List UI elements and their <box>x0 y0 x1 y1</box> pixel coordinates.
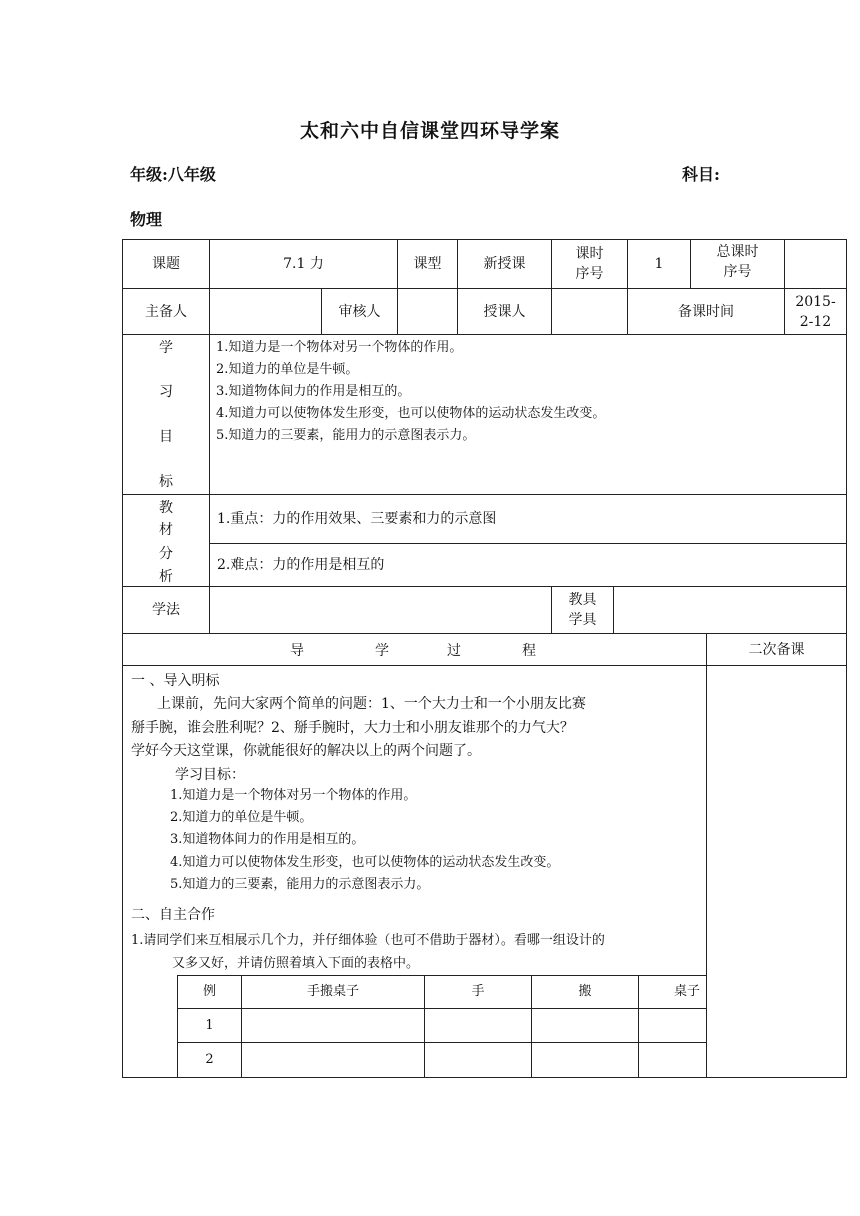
tools-label-line2: 学具 <box>568 612 597 628</box>
method-label: 学法 <box>152 602 180 618</box>
objectives-label-char: 学 <box>159 340 173 356</box>
teacher-label: 授课人 <box>483 303 526 320</box>
inner-table-header: 搬 <box>578 984 592 999</box>
total-period-label <box>691 238 784 286</box>
lesson-type-value: 新授课 <box>483 256 526 272</box>
grade-label: 年级:八年级 <box>130 165 216 184</box>
prep-time-value <box>785 289 846 334</box>
inner-table-header: 桌子 <box>674 984 701 999</box>
goal-item: 1.知道力是一个物体对另一个物体的作用。 <box>170 788 417 803</box>
process-header-char: 过 <box>447 643 461 659</box>
objective-item: 2.知道力的单位是牛顿。 <box>216 362 359 377</box>
preparer-value <box>210 289 321 334</box>
inner-table-header: 手搬桌子 <box>306 984 359 999</box>
period-value: 1 <box>654 256 664 272</box>
reviewer-value <box>398 289 457 334</box>
page-title: 太和六中自信课堂四环导学案 <box>299 120 560 142</box>
process-header-char: 学 <box>375 643 389 659</box>
subject-value: 物理 <box>130 210 163 229</box>
goals-title: 学习目标： <box>175 767 245 783</box>
reviewer-label: 审核人 <box>338 303 381 320</box>
objectives-label-char: 习 <box>159 384 173 400</box>
topic-value: 7.1 力 <box>283 256 324 272</box>
goal-item: 4.知道力可以使物体发生形变，也可以使物体的运动状态发生改变。 <box>170 855 560 870</box>
task-line: 1.请同学们来互相展示几个力，并仔细体验（也可不借助于器材）。看哪一组设计的 <box>131 933 605 948</box>
analysis-label-char: 材 <box>159 522 173 538</box>
prep-time-line1: 2015- <box>795 293 836 310</box>
inner-table-header: 例 <box>202 984 216 999</box>
objectives-label-char: 标 <box>159 474 173 490</box>
goal-item: 5.知道力的三要素，能用力的示意图表示力。 <box>170 877 430 892</box>
period-label-line2: 序号 <box>575 266 604 282</box>
analysis-label-char: 析 <box>159 569 173 585</box>
goal-item: 3.知道物体间力的作用是相互的。 <box>170 832 365 847</box>
tools-label <box>552 587 613 633</box>
difficulty-point: 2.难点：力的作用是相互的 <box>217 557 385 573</box>
tools-label-line1: 教具 <box>568 592 597 608</box>
lesson-type-label: 课型 <box>413 256 442 272</box>
objective-item: 1.知道力是一个物体对另一个物体的作用。 <box>216 340 463 355</box>
objectives-label-char: 目 <box>159 429 173 445</box>
preparer-label: 主备人 <box>145 303 187 320</box>
process-header-char: 导 <box>290 643 304 659</box>
process-header-char: 程 <box>522 643 536 659</box>
period-label-line1: 课时 <box>575 246 604 262</box>
objective-item: 5.知道力的三要素，能用力的示意图表示力。 <box>216 428 476 443</box>
objective-item: 3.知道物体间力的作用是相互的。 <box>216 384 411 399</box>
total-label-line1: 总课时 <box>716 244 759 260</box>
analysis-label-char: 分 <box>159 546 173 562</box>
prep-time-label: 备课时间 <box>678 303 734 320</box>
key-point: 1.重点：力的作用效果、三要素和力的示意图 <box>217 511 497 527</box>
section2-title: 二、自主合作 <box>131 907 215 923</box>
intro-line: 掰手腕，谁会胜利呢？2、掰手腕时，大力士和小朋友谁那个的力气大？ <box>131 720 574 736</box>
subject-label: 科目: <box>682 165 720 184</box>
total-label-line2: 序号 <box>723 264 752 280</box>
period-label <box>552 240 627 288</box>
analysis-label-char: 教 <box>159 500 173 516</box>
inner-table-header: 手 <box>471 984 485 999</box>
intro-line: 学好今天这堂课，你就能很好的解决以上的两个问题了。 <box>131 743 481 759</box>
topic-label: 课题 <box>152 256 180 272</box>
total-period-value <box>785 240 846 288</box>
section1-title: 一 、导入明标 <box>131 673 220 689</box>
prep-time-line2: 2-12 <box>799 313 832 330</box>
objective-item: 4.知道力可以使物体发生形变，也可以使物体的运动状态发生改变。 <box>216 406 606 421</box>
inner-table-row-num: 1 <box>205 1017 214 1033</box>
goal-item: 2.知道力的单位是牛顿。 <box>170 810 313 825</box>
task-line: 又多又好，并请仿照着填入下面的表格中。 <box>172 956 420 971</box>
second-prep-header: 二次备课 <box>748 641 805 658</box>
teacher-value <box>552 289 627 334</box>
intro-line: 上课前，先问大家两个简单的问题：1、一个大力士和一个小朋友比赛 <box>157 696 586 712</box>
inner-table-row-num: 2 <box>205 1052 214 1067</box>
